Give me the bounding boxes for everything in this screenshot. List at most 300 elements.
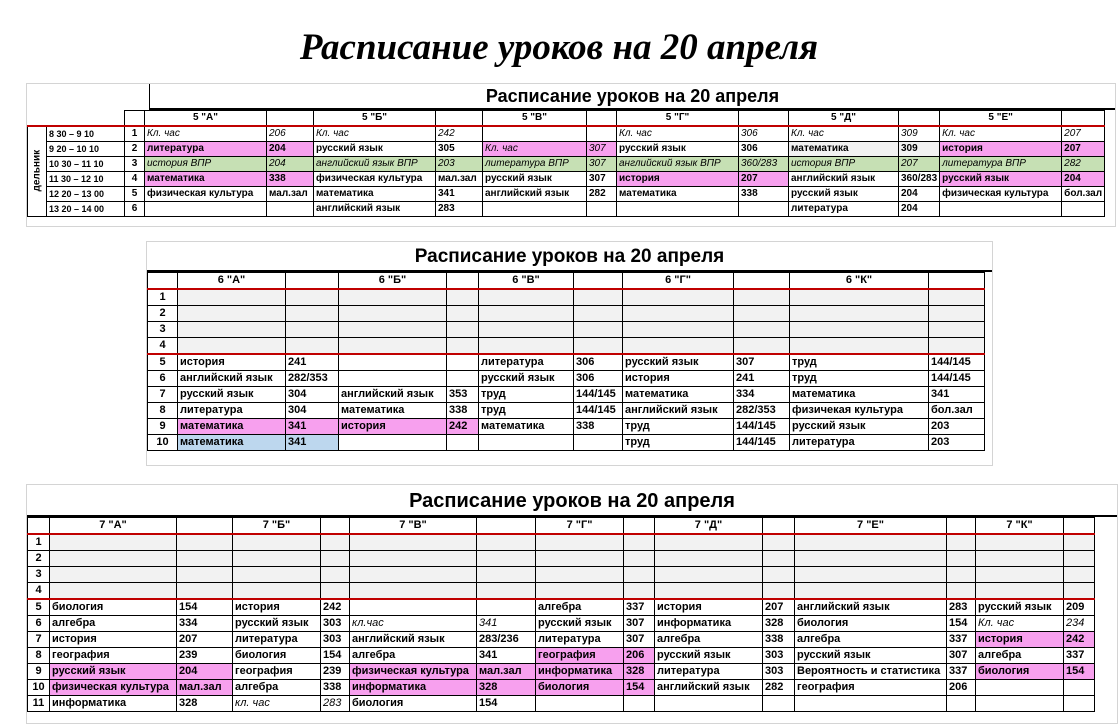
room-cell [177,567,233,583]
room-cell [1062,202,1105,217]
room-cell: 207 [1062,142,1105,157]
room-cell [929,306,985,322]
lesson-number: 1 [28,534,50,551]
lesson-number: 8 [28,648,50,664]
class-header-room [899,111,940,127]
subject-cell: английский язык ВПР [314,157,436,172]
room-cell: 303 [321,632,350,648]
lesson-time: 11 30 – 12 10 [47,172,125,187]
lesson-number: 5 [125,187,145,202]
room-cell: 307 [734,354,790,371]
subject-cell: математика [623,387,734,403]
subject-cell [976,551,1064,567]
room-cell: 307 [587,157,617,172]
table-row [148,322,985,338]
room-cell: 338 [574,419,623,435]
subject-cell: английский язык [795,599,947,616]
subject-cell: история [617,172,739,187]
lesson-number: 2 [28,551,50,567]
room-cell: 242 [436,126,483,142]
lesson-number: 3 [28,567,50,583]
subject-cell: математика [617,187,739,202]
room-cell [574,435,623,451]
subject-cell: математика [145,172,267,187]
subject-cell: кл. час [233,696,321,712]
subject-cell: русский язык [178,387,286,403]
room-cell: 307 [587,142,617,157]
room-cell: мал.зал [477,664,536,680]
subject-cell: труд [623,435,734,451]
room-cell [447,338,479,355]
table-row [28,187,1105,202]
subject-cell: кл.час [350,616,477,632]
subject-cell [795,583,947,600]
class-header: 7 "В" [350,518,477,535]
room-cell [447,322,479,338]
room-cell [1064,680,1095,696]
subject-cell [178,306,286,322]
room-cell [929,289,985,306]
room-cell [447,435,479,451]
subject-cell [623,338,734,355]
table-row [28,664,1095,680]
subject-cell: труд [479,403,574,419]
subject-cell [536,567,624,583]
subject-cell: история ВПР [145,157,267,172]
subject-cell [479,338,574,355]
table-row [148,419,985,435]
subject-cell: литература ВПР [483,157,587,172]
room-cell [1064,551,1095,567]
subject-cell: Кл. час [789,126,899,142]
room-cell [286,306,339,322]
subject-cell: алгебра [655,632,763,648]
room-cell: 338 [739,187,789,202]
class-header: 5 "А" [145,111,267,127]
table-row [28,680,1095,696]
room-cell [763,534,795,551]
room-cell [929,322,985,338]
lesson-time: 13 20 – 14 00 [47,202,125,217]
subject-cell [339,289,447,306]
class-header: 6 "А" [178,273,286,290]
subject-cell: алгебра [536,599,624,616]
subject-cell: алгебра [50,616,177,632]
subject-cell [790,289,929,306]
header-corner [28,518,50,535]
room-cell: 204 [267,142,314,157]
room-cell: 204 [177,664,233,680]
room-cell: 307 [624,616,655,632]
subject-cell [339,435,447,451]
subject-cell [536,696,624,712]
subject-cell: физическая культура [145,187,267,202]
subject-cell [233,583,321,600]
subject-cell [50,534,177,551]
class-header-room [436,111,483,127]
subject-cell [655,583,763,600]
subject-cell [339,306,447,322]
subject-cell: труд [790,354,929,371]
subject-cell: биология [50,599,177,616]
subject-cell [795,534,947,551]
room-cell: 328 [624,664,655,680]
lesson-number: 11 [28,696,50,712]
room-cell: 283/236 [477,632,536,648]
subject-cell [483,202,587,217]
subject-cell: история ВПР [789,157,899,172]
subject-cell: литература [233,632,321,648]
table-row [28,616,1095,632]
subject-cell: информатика [50,696,177,712]
subject-cell: английский язык [623,403,734,419]
class-header: 7 "Д" [655,518,763,535]
room-cell [763,696,795,712]
room-cell [321,551,350,567]
room-cell: 328 [177,696,233,712]
table-row [28,551,1095,567]
room-cell: 242 [321,599,350,616]
table-row [28,583,1095,600]
room-cell [447,306,479,322]
room-cell: 144/145 [734,419,790,435]
subject-cell: русский язык [50,664,177,680]
room-cell: 154 [624,680,655,696]
table-row [148,435,985,451]
class-header: 5 "Г" [617,111,739,127]
sheet-title: Расписание уроков на 20 апреля [27,485,1117,517]
subject-cell [479,306,574,322]
lesson-number: 7 [28,632,50,648]
subject-cell [50,551,177,567]
room-cell [624,567,655,583]
class-header-room [929,273,985,290]
room-cell: 303 [321,616,350,632]
subject-cell [976,583,1064,600]
room-cell: 207 [1062,126,1105,142]
subject-cell [339,338,447,355]
subject-cell: география [50,648,177,664]
schedule-sheet-grade-6 [146,241,993,466]
room-cell: 154 [1064,664,1095,680]
room-cell [947,534,976,551]
subject-cell: Кл. час [145,126,267,142]
room-cell: 154 [477,696,536,712]
room-cell: 306 [574,371,623,387]
subject-cell: русский язык [976,599,1064,616]
subject-cell: русский язык [623,354,734,371]
class-header-room [447,273,479,290]
room-cell [447,354,479,371]
room-cell: 360/283 [899,172,940,187]
room-cell: 154 [947,616,976,632]
subject-cell [178,322,286,338]
table-row [148,289,985,306]
room-cell [321,583,350,600]
subject-cell: труд [479,387,574,403]
subject-cell: русский язык [940,172,1062,187]
room-cell [447,289,479,306]
room-cell: 303 [763,648,795,664]
subject-cell: русский язык [479,371,574,387]
subject-cell [178,289,286,306]
room-cell [734,289,790,306]
lesson-number: 3 [148,322,178,338]
room-cell: бол.зал [1062,187,1105,202]
room-cell [177,551,233,567]
room-cell [574,338,623,355]
room-cell [477,551,536,567]
table-row [28,142,1105,157]
room-cell: 338 [763,632,795,648]
subject-cell: литература [178,403,286,419]
lesson-number: 3 [125,157,145,172]
subject-cell [50,583,177,600]
subject-cell: литература [789,202,899,217]
subject-cell [790,338,929,355]
subject-cell: физическая культура [350,664,477,680]
subject-cell: русский язык [795,648,947,664]
subject-cell: информатика [536,664,624,680]
room-cell [477,583,536,600]
subject-cell: Кл. час [483,142,587,157]
subject-cell: физическая культура [50,680,177,696]
room-cell: 283 [321,696,350,712]
class-header-room [477,518,536,535]
subject-cell [976,680,1064,696]
room-cell: 305 [436,142,483,157]
day-label: дельник [28,126,47,217]
room-cell [286,338,339,355]
room-cell [477,567,536,583]
subject-cell: физичекая культура [790,403,929,419]
table-row [28,696,1095,712]
class-header: 5 "Е" [940,111,1062,127]
room-cell: 241 [286,354,339,371]
subject-cell [940,202,1062,217]
subject-cell [145,202,267,217]
room-cell [624,696,655,712]
room-cell: 282 [587,187,617,202]
subject-cell: русский язык [233,616,321,632]
subject-cell: математика [314,187,436,202]
room-cell: 203 [929,435,985,451]
room-cell: 234 [1064,616,1095,632]
subject-cell [795,696,947,712]
subject-cell: английский язык [339,387,447,403]
class-header-room [763,518,795,535]
room-cell: 207 [739,172,789,187]
room-cell: 341 [436,187,483,202]
subject-cell: информатика [655,616,763,632]
subject-cell: история [178,354,286,371]
subject-cell: география [233,664,321,680]
schedule-sheet-grade-5 [26,83,1116,227]
class-header-room [1062,111,1105,127]
subject-cell: английский язык [483,187,587,202]
table-row [148,338,985,355]
lesson-number: 1 [125,126,145,142]
table-row [28,202,1105,217]
lesson-number: 6 [148,371,178,387]
subject-cell: Кл. час [976,616,1064,632]
subject-cell [483,126,587,142]
room-cell [624,583,655,600]
page-title: Расписание уроков на 20 апреля [299,27,819,68]
subject-cell: математика [790,387,929,403]
room-cell: 144/145 [734,435,790,451]
room-cell: 283 [947,599,976,616]
lesson-number: 7 [148,387,178,403]
subject-cell [350,583,477,600]
lesson-number: 6 [28,616,50,632]
lesson-time: 10 30 – 11 10 [47,157,125,172]
table-row [148,354,985,371]
room-cell [321,567,350,583]
table-row [148,387,985,403]
subject-cell [350,599,477,616]
subject-cell: история [50,632,177,648]
class-header: 5 "Д" [789,111,899,127]
room-cell: 338 [267,172,314,187]
subject-cell [795,551,947,567]
sheet-title: Расписание уроков на 20 апреля [149,84,1115,110]
subject-cell [339,371,447,387]
table-row [148,371,985,387]
room-cell: 303 [763,664,795,680]
subject-cell: алгебра [350,648,477,664]
room-cell: 144/145 [574,387,623,403]
table-row [28,567,1095,583]
subject-cell [655,567,763,583]
subject-cell: Кл. час [314,126,436,142]
room-cell: 337 [947,664,976,680]
room-cell [739,202,789,217]
header-corner [125,111,145,127]
subject-cell [790,306,929,322]
room-cell: 282 [1062,157,1105,172]
lesson-number: 9 [148,419,178,435]
lesson-number: 10 [148,435,178,451]
room-cell [734,338,790,355]
room-cell [1064,567,1095,583]
subject-cell [50,567,177,583]
subject-cell [655,696,763,712]
subject-cell [655,551,763,567]
subject-cell: русский язык [655,648,763,664]
room-cell: 203 [436,157,483,172]
subject-cell [536,534,624,551]
table-row [28,534,1095,551]
subject-cell: биология [350,696,477,712]
table-row [148,306,985,322]
subject-cell [233,534,321,551]
room-cell [321,534,350,551]
room-cell: 239 [321,664,350,680]
subject-cell: история [655,599,763,616]
subject-cell: литература [655,664,763,680]
room-cell: 341 [286,435,339,451]
room-cell: 206 [947,680,976,696]
subject-cell [623,322,734,338]
lesson-time: 9 20 – 10 10 [47,142,125,157]
room-cell [447,371,479,387]
room-cell [177,583,233,600]
room-cell: 309 [899,126,940,142]
subject-cell: русский язык [790,419,929,435]
room-cell: 360/283 [739,157,789,172]
subject-cell: русский язык [617,142,739,157]
room-cell [929,338,985,355]
subject-cell [339,354,447,371]
schedule-sheet-grade-7 [26,484,1118,724]
room-cell: 207 [763,599,795,616]
room-cell: 282 [763,680,795,696]
room-cell [763,567,795,583]
class-header: 6 "Г" [623,273,734,290]
room-cell [286,322,339,338]
room-cell [1064,696,1095,712]
room-cell [947,551,976,567]
subject-cell: математика [479,419,574,435]
room-cell: 341 [477,648,536,664]
class-header-room [574,273,623,290]
subject-cell [536,583,624,600]
subject-cell: английский язык [178,371,286,387]
subject-cell [350,534,477,551]
room-cell: 282/353 [286,371,339,387]
subject-cell: математика [789,142,899,157]
room-cell: 204 [267,157,314,172]
room-cell: 304 [286,387,339,403]
subject-cell: русский язык [789,187,899,202]
subject-cell: география [536,648,624,664]
room-cell: 144/145 [929,354,985,371]
subject-cell: история [940,142,1062,157]
table-row [28,648,1095,664]
room-cell [1064,583,1095,600]
room-cell: 144/145 [929,371,985,387]
class-header: 7 "А" [50,518,177,535]
class-header-room [739,111,789,127]
room-cell: 242 [447,419,479,435]
subject-cell: история [339,419,447,435]
subject-cell [233,567,321,583]
class-header: 7 "Е" [795,518,947,535]
subject-cell: математика [178,435,286,451]
room-cell: 154 [321,648,350,664]
room-cell: 334 [177,616,233,632]
table-row [28,599,1095,616]
class-header-room [947,518,976,535]
subject-cell [178,338,286,355]
room-cell [574,322,623,338]
subject-cell [479,289,574,306]
subject-cell: история [623,371,734,387]
room-cell [947,696,976,712]
room-cell [574,306,623,322]
room-cell: мал.зал [267,187,314,202]
table-row [28,632,1095,648]
subject-cell: информатика [350,680,477,696]
subject-cell: Кл. час [940,126,1062,142]
subject-cell: литература ВПР [940,157,1062,172]
room-cell [624,534,655,551]
subject-cell: биология [795,616,947,632]
subject-cell [617,202,739,217]
room-cell [477,534,536,551]
subject-cell [790,322,929,338]
